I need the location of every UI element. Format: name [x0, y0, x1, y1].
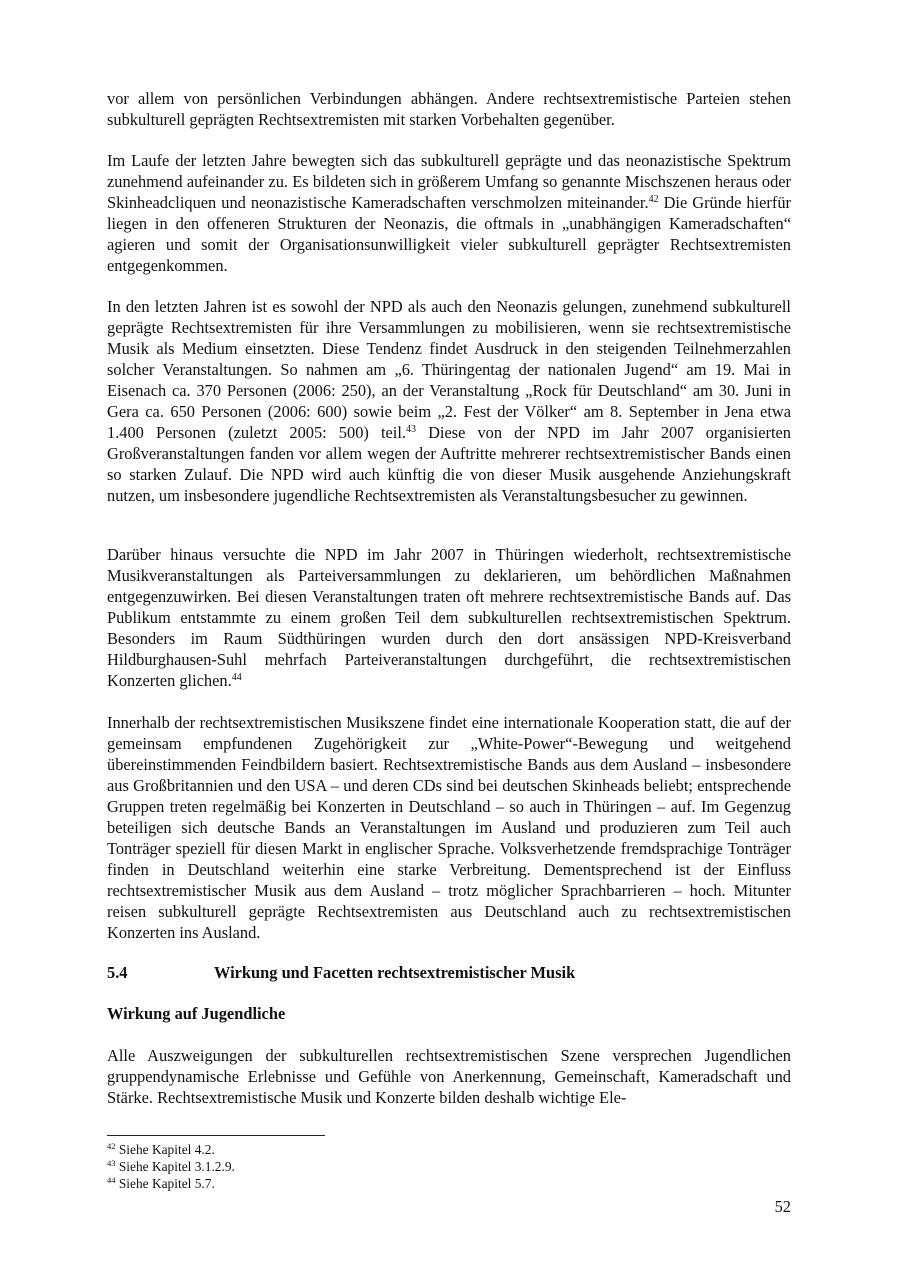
footnote-number: 42	[107, 1141, 116, 1151]
paragraph-2	[107, 150, 791, 276]
footnote-text: Siehe Kapitel 4.2.	[115, 1142, 215, 1157]
footnote-separator	[107, 1135, 325, 1136]
paragraph-6	[107, 1045, 791, 1108]
paragraph-4-text: Darüber hinaus versuchte die NPD im Jahr 2007 in Thüringen wiederholt, rechtsextremistische Musikveranstaltungen als Parteiversammlungen zu deklarieren, um behördlichen Maßnahmen entgegenzuwirken. Bei diesen Veranstaltungen traten oft mehrere rechtsextremistische Bands auf. Das Publikum entstammte zu einem großen Teil dem subkulturellen rechtsextremistischen Spektrum. Besonders im Raum Südthüringen wurden durch den dort ansässigen NPD-Kreisverband Hildburghausen-Suhl mehrfach Parteiveranstaltungen durchgeführt, die rechtsextremistischen Konzerten glichen.	[107, 545, 791, 690]
page-number: 52	[774, 1197, 791, 1216]
footnote-ref-42: 42	[648, 194, 659, 205]
paragraph-2-text-b: Die Gründe hierfür liegen in den offeneren Strukturen der Neonazis, die oftmals in „unabhängigen Kameradschaften“ agieren und somit der Organisationsunwilligkeit vieler subkulturell geprägter Rechtsextremisten entgegenkommen.	[107, 193, 791, 275]
paragraph-6-text: Alle Auszweigungen der subkulturellen rechtsextremistischen Szene versprechen Jugendlichen gruppendynamische Erlebnisse und Gefühle von Anerkennung, Gemeinschaft, Kameradschaft und Stärke. Rechtsextremistische Musik und Konzerte bilden deshalb wichtige Ele-	[107, 1046, 791, 1107]
paragraph-3	[107, 296, 791, 506]
paragraph-4	[107, 544, 791, 691]
footnote-number: 43	[107, 1158, 116, 1168]
footnote-42	[107, 1141, 791, 1158]
footnotes	[107, 1141, 791, 1192]
section-title: Wirkung und Facetten rechtsextremistischer Musik	[214, 963, 576, 982]
footnote-ref-44: 44	[231, 672, 242, 683]
paragraph-5	[107, 712, 791, 943]
paragraph-3-text-a: In den letzten Jahren ist es sowohl der NPD als auch den Neonazis gelungen, zunehmend subkulturell geprägte Rechtsextremisten für ihre Versammlungen zu mobilisieren, wenn sie rechtsextremistische Musik als Medium einsetzten. Diese Tendenz findet Ausdruck in den steigenden Teilnehmerzahlen solcher Veranstaltungen. So nahmen am „6. Thüringentag der nationalen Jugend“ am 19. Mai in Eisenach ca. 370 Personen (2006: 250), an der Veranstaltung „Rock für Deutschland“ am 30. Juni in Gera ca. 650 Personen (2006: 600) sowie beim „2. Fest der Völker“ am 8. September in Jena etwa 1.400 Personen (zuletzt 2005: 500) teil.	[107, 297, 791, 442]
footnote-text: Siehe Kapitel 5.7.	[115, 1176, 215, 1191]
footnote-44	[107, 1175, 791, 1192]
footnote-number: 44	[107, 1175, 116, 1185]
footnote-ref-43: 43	[405, 424, 416, 435]
paragraph-1	[107, 88, 791, 130]
paragraph-3-text-b: Diese von der NPD im Jahr 2007 organisierten Großveranstaltungen fanden vor allem wegen der Auftritte mehrerer rechtsextremistischer Bands einen so starken Zulauf. Die NPD wird auch künftig die von dieser Musik ausgehende Anziehungskraft nutzen, um insbesondere jugendliche Rechtsextremisten als Veranstaltungsbesucher zu gewinnen.	[107, 423, 791, 505]
subheading: Wirkung auf Jugendliche	[107, 1004, 286, 1023]
paragraph-5-text: Innerhalb der rechtsextremistischen Musikszene findet eine internationale Kooperation statt, die auf der gemeinsam empfundenen Zugehörigkeit zur „White-Power“-Bewegung und weitgehend übereinstimmenden Feindbildern basiert. Rechtsextremistische Bands aus dem Ausland – insbesondere aus Großbritannien und den USA – und deren CDs sind bei deutschen Skinheads beliebt; entsprechende Gruppen treten regelmäßig bei Konzerten in Deutschland – so auch in Thüringen – auf. Im Gegenzug beteiligen sich deutsche Bands an Veranstaltungen im Ausland und produzieren zum Teil auch Tonträger speziell für diesen Markt in englischer Sprache. Volksverhetzende fremdsprachige Tonträger finden in Deutschland weiterhin eine starke Verbreitung. Dementsprechend ist der Einfluss rechtsextremistischer Musik aus dem Ausland – trotz möglicher Sprachbarrieren – hoch. Mitunter reisen subkulturell geprägte Rechtsextremisten aus Deutschland auch zu rechtsextremistischen Konzerten ins Ausland.	[107, 713, 791, 942]
footnote-43	[107, 1158, 791, 1175]
section-heading	[107, 962, 791, 983]
paragraph-1-text: vor allem von persönlichen Verbindungen abhängen. Andere rechtsextremistische Parteien stehen subkulturell geprägten Rechtsextremisten mit starken Vorbehalten gegenüber.	[107, 89, 791, 129]
footnote-text: Siehe Kapitel 3.1.2.9.	[115, 1159, 235, 1174]
paragraph-2-text-a: Im Laufe der letzten Jahre bewegten sich das subkulturell geprägte und das neonazistische Spektrum zunehmend aufeinander zu. Es bildeten sich in größerem Umfang so genannte Mischszenen heraus oder Skinheadcliquen und neonazistische Kameradschaften verschmolzen miteinander.	[107, 151, 791, 212]
section-number: 5.4	[107, 963, 128, 982]
